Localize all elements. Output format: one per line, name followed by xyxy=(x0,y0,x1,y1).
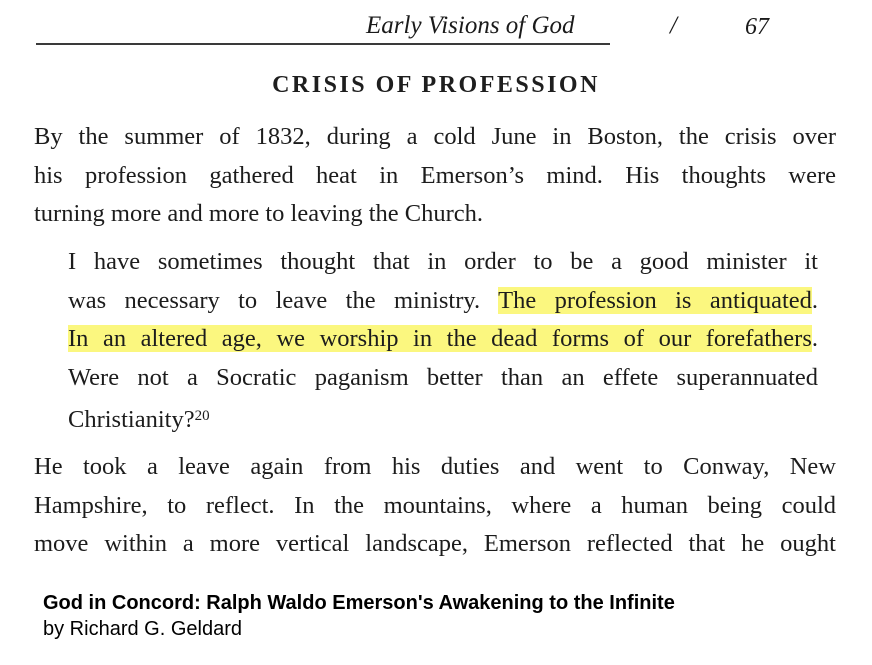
paragraph-continued xyxy=(34,448,836,564)
quote-text: Christianity? xyxy=(68,406,195,433)
paragraph-line: Hampshire, to reflect. In the mountains, where a human being could xyxy=(34,491,836,519)
book-author: by Richard G. Geldard xyxy=(43,618,242,640)
header-rule xyxy=(36,43,610,45)
highlighted-text: In an altered age, we worship in the dead forms of our forefathers xyxy=(68,325,812,352)
highlighted-text: The profession is antiquated xyxy=(498,286,812,314)
quote-text: was necessary to leave the ministry. xyxy=(68,286,499,314)
quote-line: Were not a Socratic paganism better than an effete superannuated xyxy=(68,363,818,391)
quote-line xyxy=(68,397,818,440)
paragraph-line: move within a more vertical landscape, Emerson reflected that he ought xyxy=(34,530,836,557)
paragraph-line: his profession gathered heat in Emerson’s mind. His thoughts were xyxy=(34,161,836,189)
block-quote xyxy=(68,243,818,440)
section-heading: CRISIS OF PROFESSION xyxy=(272,72,600,98)
paragraph-intro xyxy=(34,118,836,234)
page-number: 67 xyxy=(745,14,769,40)
header-separator: / xyxy=(670,12,677,39)
quote-text: . xyxy=(811,286,818,314)
footnote-reference: 20 xyxy=(194,408,210,424)
paragraph-line: turning more and more to leaving the Church. xyxy=(34,200,484,227)
quote-text: . xyxy=(811,325,818,352)
quote-line xyxy=(68,320,818,359)
quote-line: I have sometimes thought that in order to be a good minister it xyxy=(68,248,818,275)
quote-line xyxy=(68,282,818,321)
book-title: God in Concord: Ralph Waldo Emerson's Awakening to the Infinite xyxy=(43,592,675,614)
running-head: Early Visions of God xyxy=(366,12,575,39)
paragraph-line: He took a leave again from his duties and went to Conway, New xyxy=(34,453,836,480)
source-caption xyxy=(43,590,675,642)
paragraph-line: By the summer of 1832, during a cold June in Boston, the crisis over xyxy=(34,123,836,150)
